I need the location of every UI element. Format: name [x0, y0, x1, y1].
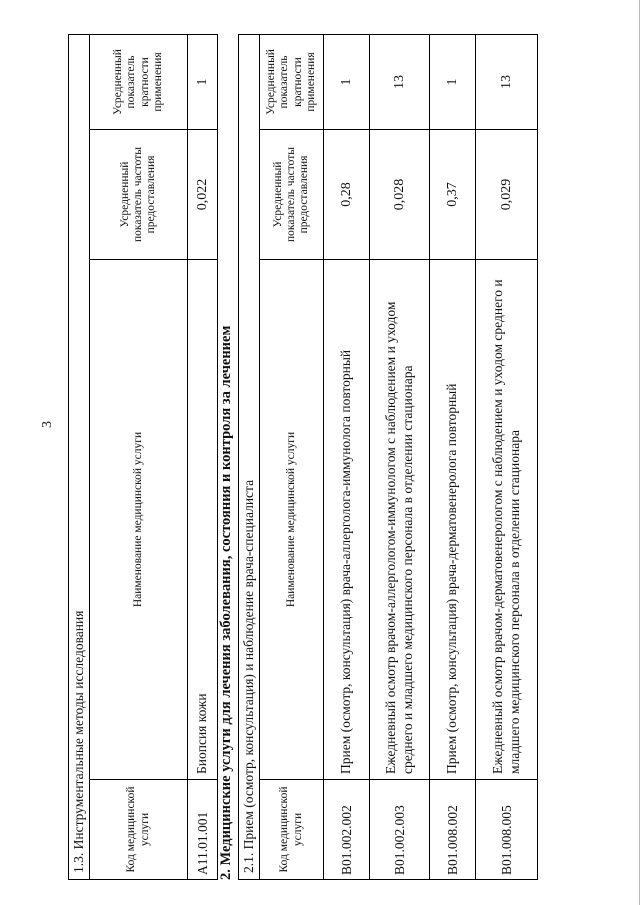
header-multiplicity: Усредненный показатель кратности применения [90, 34, 188, 129]
multiplicity-value: 1 [430, 34, 476, 129]
table-row [324, 34, 370, 879]
table-row [476, 34, 538, 879]
page-number: 3 [40, 421, 55, 428]
section-1-3-title: 1.3. Инструментальные методы исследования [69, 34, 90, 879]
header-name: Наименование медицинской услуги [260, 260, 324, 780]
service-name: Ежедневный осмотр врачом-аллергологом-иммунологом с наблюдением и уходом среднего и младшего медицинского персонала в отделении стационара [370, 260, 430, 780]
service-code: B01.008.005 [476, 780, 538, 880]
multiplicity-value: 13 [370, 34, 430, 129]
header-code: Код медицинской услуги [90, 780, 188, 880]
instrumental-methods-table [68, 34, 218, 880]
service-code: B01.002.003 [370, 780, 430, 880]
service-code: B01.008.002 [430, 780, 476, 880]
header-frequency: Усредненный показатель частоты предоставления [260, 130, 324, 260]
service-code: A11.01.001 [188, 780, 218, 880]
table-row [430, 34, 476, 879]
header-code: Код медицинской услуги [260, 780, 324, 880]
header-multiplicity: Усредненный показатель кратности применения [260, 34, 324, 129]
service-name: Ежедневный осмотр врачом-дерматовенерологом с наблюдением и уходом среднего и младшего медицинского персонала в отделении стационара [476, 260, 538, 780]
rotated-content [48, 20, 640, 880]
section-2-1-title: 2.1. Прием (осмотр, консультация) и наблюдение врача-специалиста [239, 34, 260, 879]
frequency-value: 0,028 [370, 130, 430, 260]
multiplicity-value: 13 [476, 34, 538, 129]
header-name: Наименование медицинской услуги [90, 260, 188, 780]
service-name: Прием (осмотр, консультация) врача-дерматовенеролога повторный [430, 260, 476, 780]
frequency-value: 0,37 [430, 130, 476, 260]
service-name: Биопсия кожи [188, 260, 218, 780]
multiplicity-value: 1 [188, 34, 218, 129]
frequency-value: 0,022 [188, 130, 218, 260]
service-code: B01.002.002 [324, 780, 370, 880]
frequency-value: 0,029 [476, 130, 538, 260]
section-2-heading: 2. Медицинские услуги для лечения заболевания, состояния и контроля за лечением [218, 325, 234, 880]
frequency-value: 0,28 [324, 130, 370, 260]
specialist-appointments-table [238, 34, 538, 880]
table-row [188, 34, 218, 879]
service-name: Прием (осмотр, консультация) врача-аллерголога-иммунолога повторный [324, 260, 370, 780]
header-frequency: Усредненный показатель частоты предоставления [90, 130, 188, 260]
table-row [370, 34, 430, 879]
multiplicity-value: 1 [324, 34, 370, 129]
